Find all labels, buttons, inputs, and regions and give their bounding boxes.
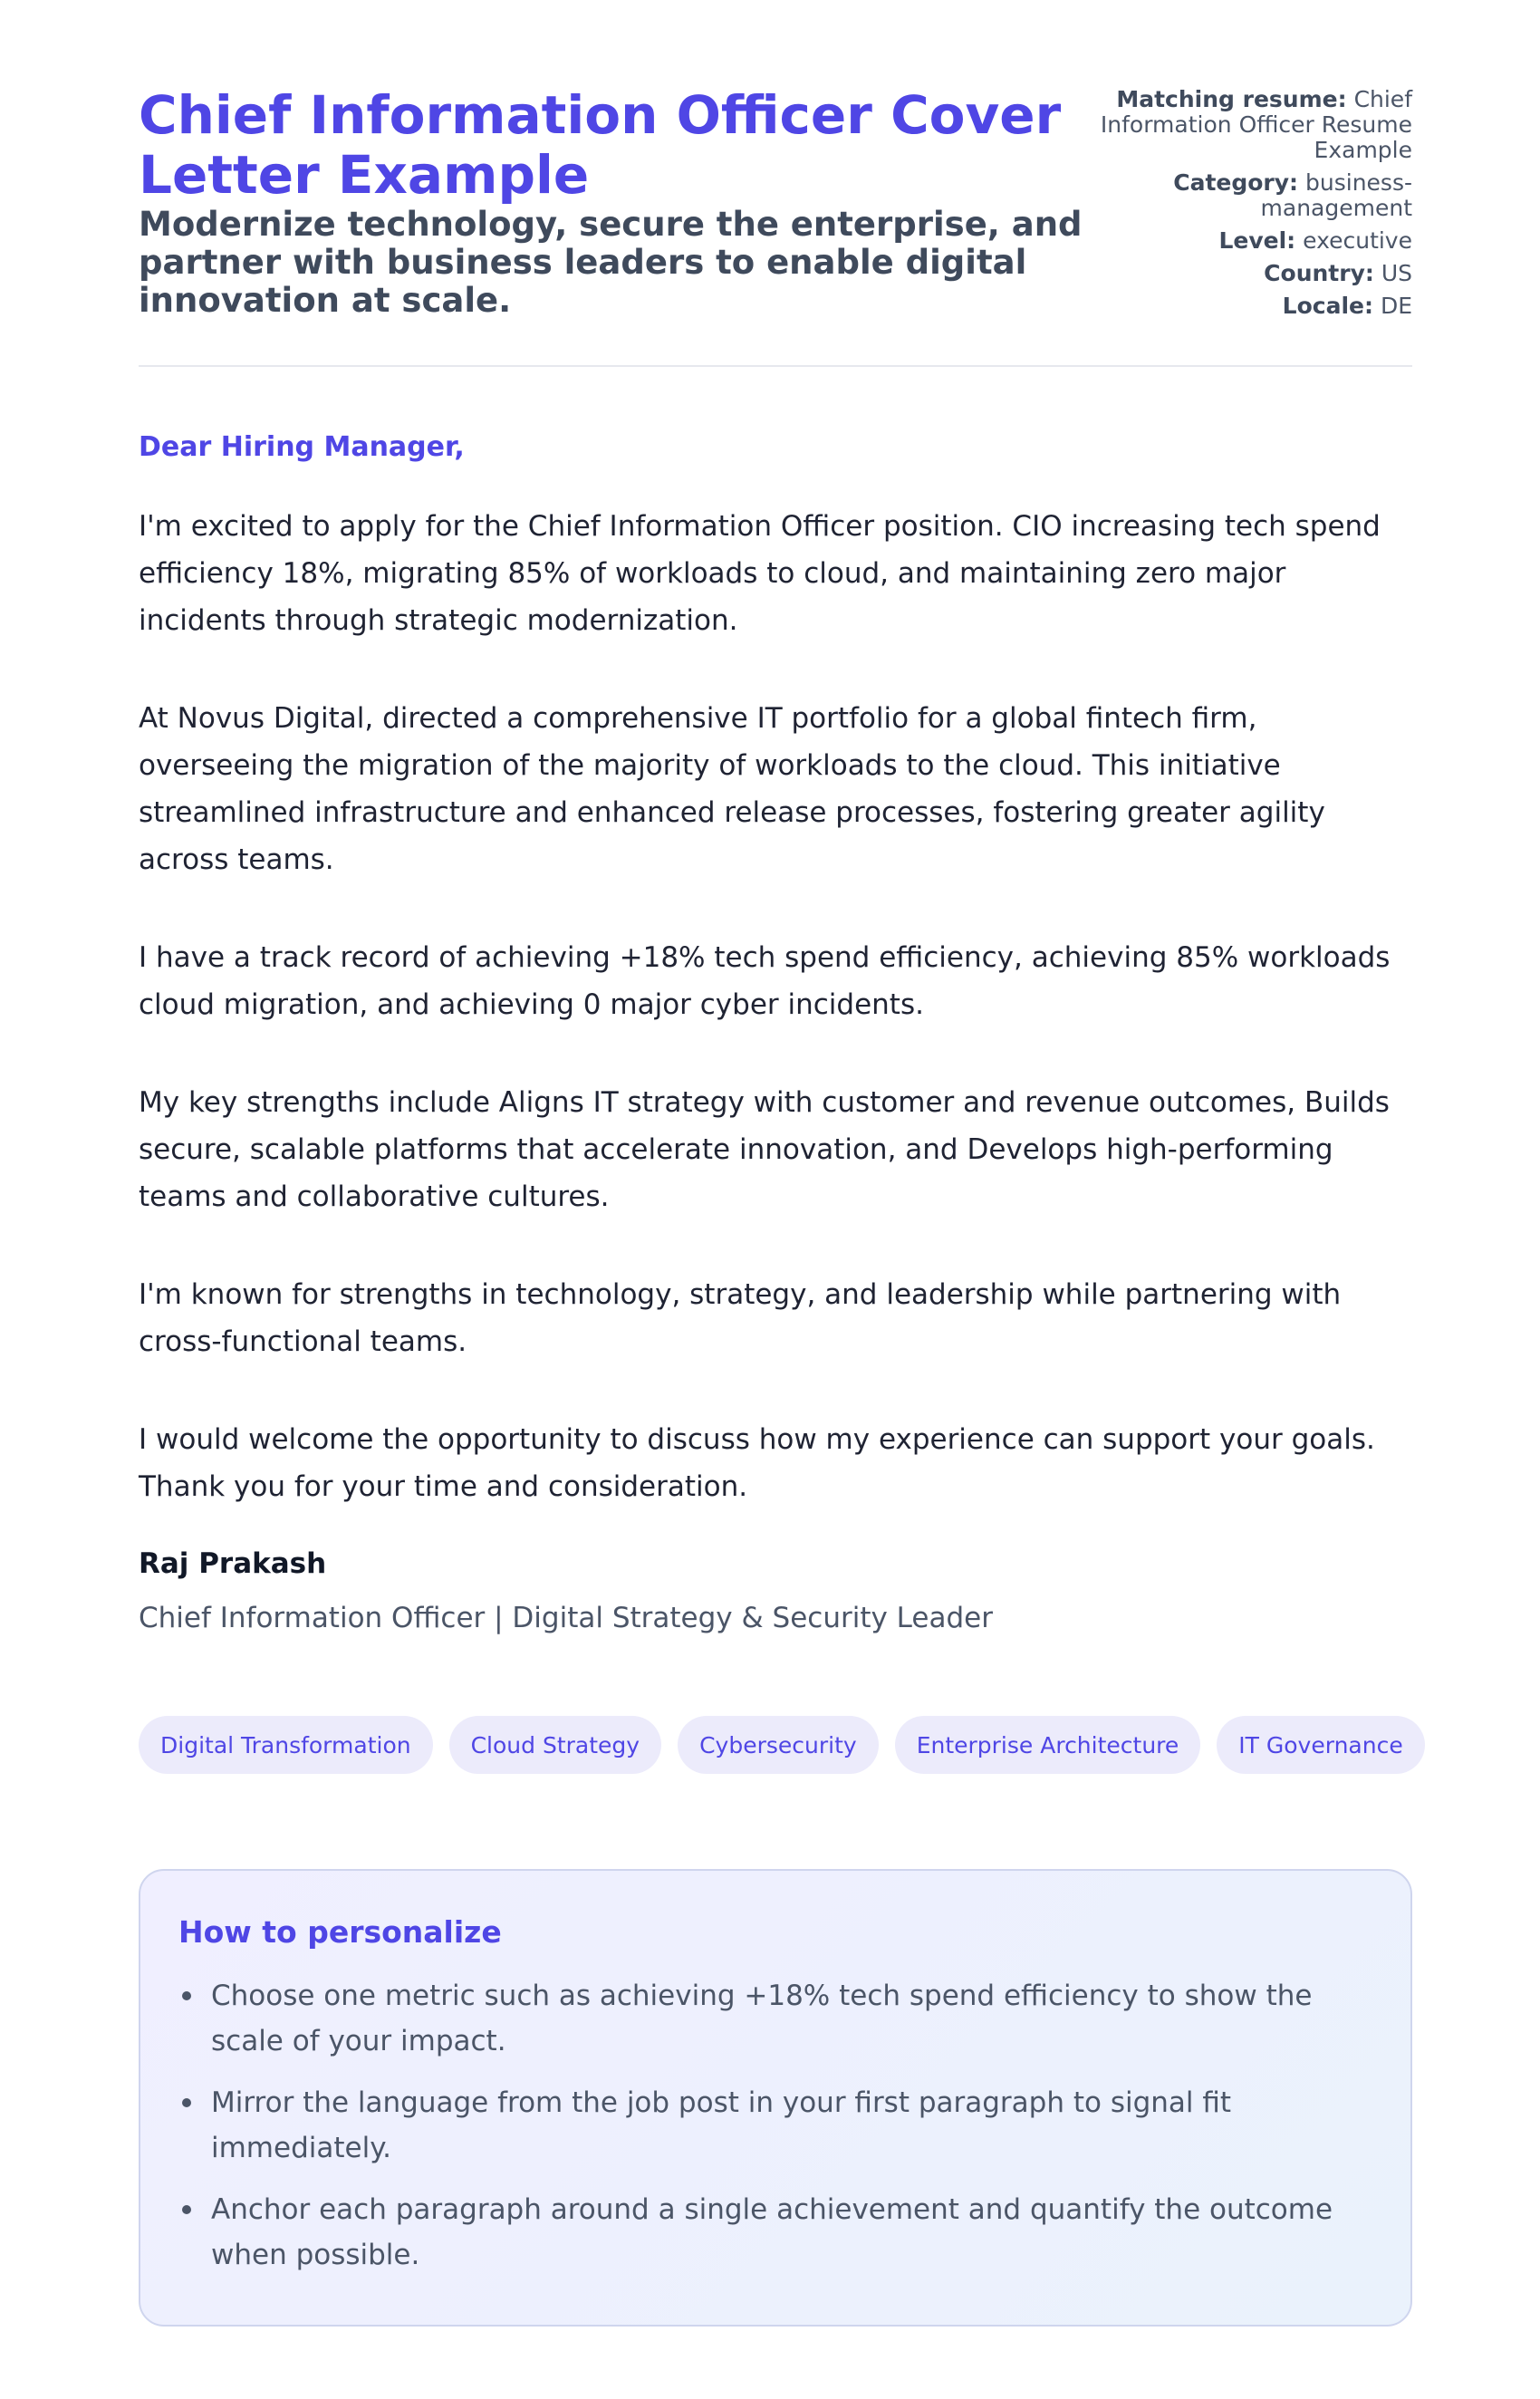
letter-paragraph: My key strengths include Aligns IT strategy with customer and revenue outcomes, Builds secure, scalable platforms that accelerate innovation, and Develops high-performing teams and collaborative cultures.	[139, 1086, 1390, 1213]
bullet-icon	[182, 1991, 191, 2000]
meta-value: business-management	[1260, 169, 1412, 221]
letter-paragraph: At Novus Digital, directed a comprehensive IT portfolio for a global fintech firm, overseeing the migration of the majority of workloads to the cloud. This initiative streamlined infrastructure and enhanced release processes, fostering greater agility across teams.	[139, 702, 1325, 876]
bullet-icon	[182, 2098, 191, 2107]
skill-tags	[139, 1716, 1425, 1774]
meta-key: Level:	[1218, 227, 1296, 254]
tip-item	[178, 2080, 1365, 2171]
signature-name: Raj Prakash	[139, 1547, 327, 1580]
meta-key: Category:	[1173, 169, 1299, 196]
skill-tag[interactable]: Digital Transformation	[139, 1716, 433, 1774]
letter-body	[139, 503, 1412, 1561]
letter-paragraph: I'm excited to apply for the Chief Information Officer position. CIO increasing tech spend efficiency 18%, migrating 85% of workloads to cloud, and maintaining zero major incidents through strategic modernization.	[139, 510, 1381, 637]
cover-letter-page	[139, 0, 1412, 2271]
meta-value: executive	[1303, 227, 1412, 254]
signature-title: Chief Information Officer | Digital Strategy & Security Leader	[139, 1602, 993, 1634]
letter-paragraph: I'm known for strengths in technology, strategy, and leadership while partnering with cross-functional teams.	[139, 1278, 1342, 1358]
meta-value[interactable]: Chief Information Officer Resume Example	[1100, 86, 1412, 163]
meta-locale	[1086, 294, 1412, 319]
letter-paragraph: I would welcome the opportunity to discuss how my experience can support your goals. Thank you for your time and consideration.	[139, 1423, 1375, 1503]
letter-paragraph: I have a track record of achieving +18% tech spend efficiency, achieving 85% workloads cloud migration, and achieving 0 major cyber incidents.	[139, 941, 1391, 1021]
meta-key: Locale:	[1282, 293, 1373, 319]
meta-value: DE	[1380, 293, 1412, 319]
meta-matching-resume	[1086, 87, 1412, 163]
skill-tag[interactable]: Enterprise Architecture	[895, 1716, 1201, 1774]
skill-tag[interactable]: IT Governance	[1217, 1716, 1424, 1774]
skill-tag[interactable]: Cybersecurity	[678, 1716, 879, 1774]
meta-value: US	[1381, 260, 1412, 286]
tip-text: Anchor each paragraph around a single achievement and quantify the outcome when possible.	[211, 2193, 1333, 2271]
page-subtitle: Modernize technology, secure the enterprise, and partner with business leaders to enable digital innovation at scale.	[139, 205, 1083, 320]
meta-key: Country:	[1264, 260, 1374, 286]
tip-text: Mirror the language from the job post in your first paragraph to signal fit immediately.	[211, 2086, 1232, 2164]
meta-key: Matching resume:	[1116, 86, 1347, 112]
meta-country	[1086, 261, 1412, 286]
tip-item	[178, 2187, 1365, 2278]
page-title: Chief Information Officer Cover Letter Example	[139, 84, 1062, 206]
skill-tag[interactable]: Cloud Strategy	[449, 1716, 661, 1774]
tips-title: How to personalize	[178, 1914, 502, 1950]
personalize-tips-box	[139, 1869, 1412, 2327]
bullet-icon	[182, 2205, 191, 2214]
tips-list	[178, 1973, 1365, 2294]
tip-item	[178, 1973, 1365, 2064]
meta-panel	[1086, 87, 1412, 326]
letter-header	[139, 0, 1412, 367]
tip-text: Choose one metric such as achieving +18% tech spend efficiency to show the scale of your impact.	[211, 1980, 1313, 2057]
meta-category	[1086, 170, 1412, 221]
meta-level	[1086, 228, 1412, 254]
letter-salutation: Dear Hiring Manager,	[139, 431, 465, 463]
